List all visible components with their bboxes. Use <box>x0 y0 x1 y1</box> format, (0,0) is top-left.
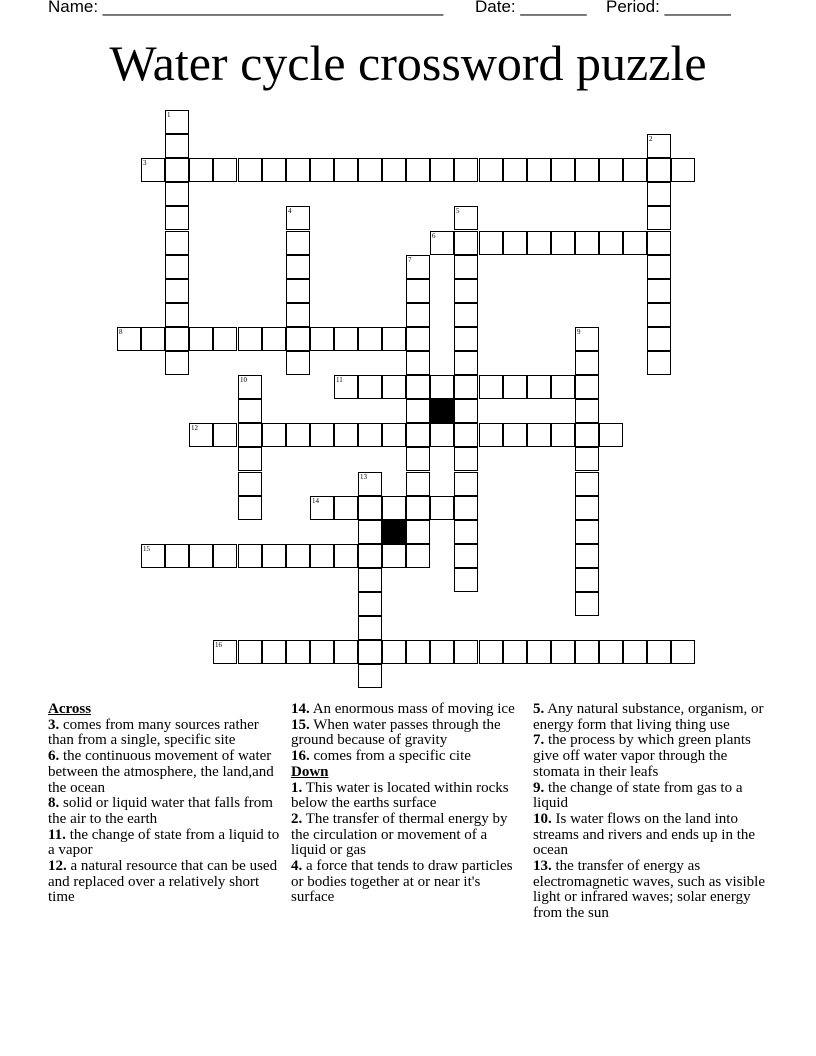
clue-number: 5. <box>533 701 545 717</box>
clue-number: 6. <box>48 748 60 765</box>
clue-across-8 <box>48 796 280 827</box>
clue-number-label: 6 <box>432 232 436 240</box>
grid-cell[interactable] <box>165 158 189 182</box>
grid-cell[interactable] <box>117 327 141 351</box>
grid-cell[interactable] <box>430 158 454 182</box>
clue-number: 16. <box>291 748 310 765</box>
clue-text: solid or liquid water that falls from the air to the earth <box>48 795 273 827</box>
grid-cell[interactable] <box>647 279 671 303</box>
grid-cell[interactable] <box>430 423 454 447</box>
grid-cell[interactable] <box>575 375 599 399</box>
grid-cell[interactable] <box>454 375 478 399</box>
grid-cell[interactable] <box>454 255 478 279</box>
grid-cell[interactable] <box>406 472 430 496</box>
grid-cell[interactable] <box>358 592 382 616</box>
grid-cell[interactable] <box>238 640 262 664</box>
clue-across-6 <box>48 749 280 796</box>
clue-down-2 <box>291 812 523 859</box>
grid-cell[interactable] <box>527 375 551 399</box>
grid-cell[interactable] <box>454 158 478 182</box>
grid-cell[interactable] <box>382 158 406 182</box>
grid-cell[interactable] <box>358 158 382 182</box>
grid-cell[interactable] <box>575 158 599 182</box>
grid-cell[interactable] <box>286 423 310 447</box>
grid-cell[interactable] <box>286 158 310 182</box>
grid-cell[interactable] <box>165 206 189 230</box>
grid-cell[interactable] <box>189 544 213 568</box>
grid-cell[interactable] <box>575 231 599 255</box>
grid-cell[interactable] <box>238 544 262 568</box>
grid-cell[interactable] <box>575 520 599 544</box>
grid-cell[interactable] <box>165 327 189 351</box>
grid-cell[interactable] <box>575 544 599 568</box>
grid-cell[interactable] <box>599 423 623 447</box>
clue-text: Any natural substance, organism, or energy form that living thing use <box>533 701 764 733</box>
clue-number-label: 1 <box>167 111 171 119</box>
grid-cell[interactable] <box>599 231 623 255</box>
grid-cell[interactable] <box>671 640 695 664</box>
grid-cell[interactable] <box>406 423 430 447</box>
grid-cell[interactable] <box>647 158 671 182</box>
grid-cell[interactable] <box>165 279 189 303</box>
grid-cell[interactable] <box>358 472 382 496</box>
grid-cell[interactable] <box>430 640 454 664</box>
grid-cell[interactable] <box>406 158 430 182</box>
grid-cell[interactable] <box>358 327 382 351</box>
clue-number: 14. <box>291 701 310 717</box>
black-square <box>382 520 406 544</box>
grid-cell[interactable] <box>262 327 286 351</box>
grid-cell[interactable] <box>358 520 382 544</box>
clue-number-label: 4 <box>288 207 292 215</box>
grid-cell[interactable] <box>647 255 671 279</box>
clue-number-label: 7 <box>408 256 412 264</box>
grid-cell[interactable] <box>430 496 454 520</box>
page-title: Water cycle crossword puzzle <box>109 35 707 91</box>
grid-cell[interactable] <box>647 231 671 255</box>
clue-number-label: 2 <box>649 135 653 143</box>
grid-cell[interactable] <box>454 520 478 544</box>
grid-cell[interactable] <box>551 375 575 399</box>
clue-number-label: 15 <box>143 545 150 553</box>
grid-cell[interactable] <box>406 351 430 375</box>
grid-cell[interactable] <box>238 327 262 351</box>
grid-cell[interactable] <box>334 496 358 520</box>
grid-cell[interactable] <box>575 447 599 471</box>
grid-cell[interactable] <box>406 447 430 471</box>
grid-cell[interactable] <box>454 640 478 664</box>
grid-cell[interactable] <box>165 351 189 375</box>
grid-cell[interactable] <box>165 544 189 568</box>
grid-cell[interactable] <box>406 255 430 279</box>
grid-cell[interactable] <box>527 158 551 182</box>
grid-cell[interactable] <box>406 640 430 664</box>
grid-cell[interactable] <box>503 423 527 447</box>
clue-text: When water passes through the ground because of gravity <box>291 716 501 749</box>
grid-cell[interactable] <box>406 375 430 399</box>
grid-cell[interactable] <box>406 496 430 520</box>
grid-cell[interactable] <box>599 158 623 182</box>
grid-cell[interactable] <box>334 423 358 447</box>
grid-cell[interactable] <box>286 327 310 351</box>
clue-text: Is water flows on the land into streams and rivers and ends up in the ocean <box>533 810 756 859</box>
grid-cell[interactable] <box>406 303 430 327</box>
clue-number-label: 9 <box>577 328 581 336</box>
grid-cell[interactable] <box>238 447 262 471</box>
grid-cell[interactable] <box>213 423 237 447</box>
grid-cell[interactable] <box>454 472 478 496</box>
grid-cell[interactable] <box>382 640 406 664</box>
grid-cell[interactable] <box>189 158 213 182</box>
grid-cell[interactable] <box>382 544 406 568</box>
grid-cell[interactable] <box>430 375 454 399</box>
clue-number: 3. <box>48 716 60 733</box>
grid-cell[interactable] <box>358 423 382 447</box>
grid-cell[interactable] <box>479 423 503 447</box>
grid-cell[interactable] <box>406 520 430 544</box>
grid-cell[interactable] <box>454 447 478 471</box>
date-field: Date: _______ <box>475 0 587 16</box>
grid-cell[interactable] <box>165 255 189 279</box>
clue-across-11 <box>48 828 280 859</box>
grid-cell[interactable] <box>575 592 599 616</box>
grid-cell[interactable] <box>503 158 527 182</box>
grid-cell[interactable] <box>310 544 334 568</box>
grid-cell[interactable] <box>575 327 599 351</box>
clue-across-12 <box>48 859 280 906</box>
grid-cell[interactable] <box>647 303 671 327</box>
clue-across-3 <box>48 718 280 749</box>
clue-text: a force that tends to draw particles or bodies together at or near it's surface <box>291 858 513 906</box>
clue-down-13 <box>533 859 765 922</box>
grid-cell[interactable] <box>575 472 599 496</box>
grid-cell[interactable] <box>503 375 527 399</box>
clue-across-16 <box>291 749 523 765</box>
clue-down-10 <box>533 812 765 859</box>
grid-cell[interactable] <box>406 544 430 568</box>
clue-number: 12. <box>48 858 67 875</box>
grid-cell[interactable] <box>454 496 478 520</box>
grid-cell[interactable] <box>647 327 671 351</box>
grid-cell[interactable] <box>479 158 503 182</box>
grid-cell[interactable] <box>310 423 334 447</box>
grid-cell[interactable] <box>310 327 334 351</box>
clue-number: 15. <box>291 716 310 733</box>
grid-cell[interactable] <box>623 640 647 664</box>
grid-cell[interactable] <box>358 568 382 592</box>
clue-down-1 <box>291 781 523 812</box>
grid-cell[interactable] <box>527 640 551 664</box>
grid-cell[interactable] <box>454 399 478 423</box>
grid-cell[interactable] <box>454 206 478 230</box>
clue-number: 4. <box>291 858 303 875</box>
clue-number-label: 10 <box>240 376 247 384</box>
clue-number: 8. <box>48 795 60 812</box>
clues-column-1 <box>48 702 280 906</box>
grid-cell[interactable] <box>551 158 575 182</box>
grid-cell[interactable] <box>213 544 237 568</box>
grid-cell[interactable] <box>454 303 478 327</box>
grid-cell[interactable] <box>286 279 310 303</box>
grid-cell[interactable] <box>382 375 406 399</box>
grid-cell[interactable] <box>310 158 334 182</box>
grid-cell[interactable] <box>479 375 503 399</box>
grid-cell[interactable] <box>382 496 406 520</box>
clue-text: the process by which green plants give off water vapor through the stomata in their leafs <box>533 732 751 780</box>
grid-cell[interactable] <box>454 327 478 351</box>
clue-number-label: 14 <box>312 497 319 505</box>
grid-cell[interactable] <box>213 327 237 351</box>
grid-cell[interactable] <box>382 327 406 351</box>
grid-cell[interactable] <box>358 664 382 688</box>
grid-cell[interactable] <box>575 568 599 592</box>
clue-text: the change of state from a liquid to a vapor <box>48 826 280 859</box>
grid-cell[interactable] <box>189 423 213 447</box>
name-field: Name: ____________________________________ <box>48 0 444 16</box>
grid-cell[interactable] <box>262 544 286 568</box>
grid-cell[interactable] <box>454 231 478 255</box>
grid-cell[interactable] <box>503 231 527 255</box>
grid-cell[interactable] <box>165 110 189 134</box>
grid-cell[interactable] <box>575 351 599 375</box>
clue-number: 2. <box>291 810 303 827</box>
clue-number: 7. <box>533 732 545 749</box>
grid-cell[interactable] <box>238 423 262 447</box>
grid-cell[interactable] <box>286 255 310 279</box>
grid-cell[interactable] <box>165 231 189 255</box>
clue-number-label: 11 <box>336 376 343 384</box>
grid-cell[interactable] <box>286 640 310 664</box>
grid-cell[interactable] <box>575 496 599 520</box>
grid-cell[interactable] <box>599 640 623 664</box>
grid-cell[interactable] <box>334 375 358 399</box>
grid-cell[interactable] <box>454 544 478 568</box>
grid-cell[interactable] <box>503 640 527 664</box>
grid-cell[interactable] <box>623 231 647 255</box>
grid-cell[interactable] <box>430 231 454 255</box>
grid-cell[interactable] <box>165 134 189 158</box>
clue-number-label: 13 <box>360 473 367 481</box>
grid-cell[interactable] <box>454 351 478 375</box>
grid-cell[interactable] <box>647 134 671 158</box>
grid-cell[interactable] <box>141 544 165 568</box>
clues-column-2 <box>291 702 523 906</box>
clue-text: The transfer of thermal energy by the circulation or movement of a liquid or gas <box>291 810 508 859</box>
grid-cell[interactable] <box>286 303 310 327</box>
grid-cell[interactable] <box>334 327 358 351</box>
grid-cell[interactable] <box>527 231 551 255</box>
grid-cell[interactable] <box>286 231 310 255</box>
clues-column-3 <box>533 702 765 922</box>
clue-number: 9. <box>533 779 545 796</box>
grid-cell[interactable] <box>334 544 358 568</box>
grid-cell[interactable] <box>454 568 478 592</box>
clue-number-label: 16 <box>215 641 222 649</box>
grid-cell[interactable] <box>382 423 406 447</box>
period-field: Period: _______ <box>606 0 731 16</box>
grid-cell[interactable] <box>358 496 382 520</box>
grid-cell[interactable] <box>310 496 334 520</box>
clue-number: 11. <box>48 826 66 843</box>
grid-cell[interactable] <box>262 158 286 182</box>
grid-cell[interactable] <box>165 303 189 327</box>
clue-text: An enormous mass of moving ice <box>312 701 515 717</box>
grid-cell[interactable] <box>286 206 310 230</box>
grid-cell[interactable] <box>189 327 213 351</box>
grid-cell[interactable] <box>358 544 382 568</box>
grid-cell[interactable] <box>358 375 382 399</box>
grid-cell[interactable] <box>575 399 599 423</box>
grid-cell[interactable] <box>406 279 430 303</box>
grid-cell[interactable] <box>141 158 165 182</box>
grid-cell[interactable] <box>479 231 503 255</box>
grid-cell[interactable] <box>238 158 262 182</box>
clue-number-label: 12 <box>191 424 198 432</box>
grid-cell[interactable] <box>334 158 358 182</box>
clue-text: This water is located within rocks below the earths surface <box>291 779 509 812</box>
grid-cell[interactable] <box>310 640 334 664</box>
grid-cell[interactable] <box>165 182 189 206</box>
grid-cell[interactable] <box>623 158 647 182</box>
clue-number: 10. <box>533 810 552 827</box>
clue-text: the change of state from gas to a liquid <box>533 779 743 812</box>
grid-cell[interactable] <box>551 640 575 664</box>
grid-cell[interactable] <box>334 640 358 664</box>
grid-cell[interactable] <box>358 640 382 664</box>
clue-down-7 <box>533 733 765 780</box>
grid-cell[interactable] <box>141 327 165 351</box>
grid-cell[interactable] <box>671 158 695 182</box>
grid-cell[interactable] <box>238 399 262 423</box>
grid-cell[interactable] <box>551 423 575 447</box>
clue-down-5 <box>533 702 765 733</box>
clue-number-label: 5 <box>456 207 460 215</box>
clue-text: a natural resource that can be used and replaced over a relatively short time <box>48 858 278 906</box>
down-heading: Down <box>291 763 329 780</box>
black-square <box>430 399 454 423</box>
grid-cell[interactable] <box>286 544 310 568</box>
grid-cell[interactable] <box>286 351 310 375</box>
grid-cell[interactable] <box>262 423 286 447</box>
grid-cell[interactable] <box>406 399 430 423</box>
grid-cell[interactable] <box>406 327 430 351</box>
grid-cell[interactable] <box>647 351 671 375</box>
clue-number-label: 3 <box>143 159 147 167</box>
clue-across-15 <box>291 718 523 749</box>
grid-cell[interactable] <box>479 640 503 664</box>
clue-text: the continuous movement of water between the atmosphere, the land,and the ocean <box>48 748 274 796</box>
grid-cell[interactable] <box>575 423 599 447</box>
grid-cell[interactable] <box>647 182 671 206</box>
clue-text: comes from a specific cite <box>313 748 471 765</box>
grid-cell[interactable] <box>238 472 262 496</box>
grid-cell[interactable] <box>213 640 237 664</box>
grid-cell[interactable] <box>647 206 671 230</box>
grid-cell[interactable] <box>647 640 671 664</box>
grid-cell[interactable] <box>358 616 382 640</box>
grid-cell[interactable] <box>575 640 599 664</box>
across-heading: Across <box>48 701 92 717</box>
grid-cell[interactable] <box>527 423 551 447</box>
grid-cell[interactable] <box>454 279 478 303</box>
grid-cell[interactable] <box>551 231 575 255</box>
clue-number: 13. <box>533 858 552 875</box>
clue-across-14 <box>291 702 523 718</box>
clue-text: the transfer of energy as electromagnetic waves, such as visible light or infrared waves; solar energy from the sun <box>533 858 766 922</box>
clue-down-9 <box>533 781 765 812</box>
grid-cell[interactable] <box>238 496 262 520</box>
grid-cell[interactable] <box>238 375 262 399</box>
clue-number: 1. <box>291 779 303 796</box>
grid-cell[interactable] <box>262 640 286 664</box>
clue-number-label: 8 <box>119 328 123 336</box>
grid-cell[interactable] <box>213 158 237 182</box>
clue-text: comes from many sources rather than from a single, specific site <box>48 716 259 749</box>
grid-cell[interactable] <box>454 423 478 447</box>
clue-down-4 <box>291 859 523 906</box>
